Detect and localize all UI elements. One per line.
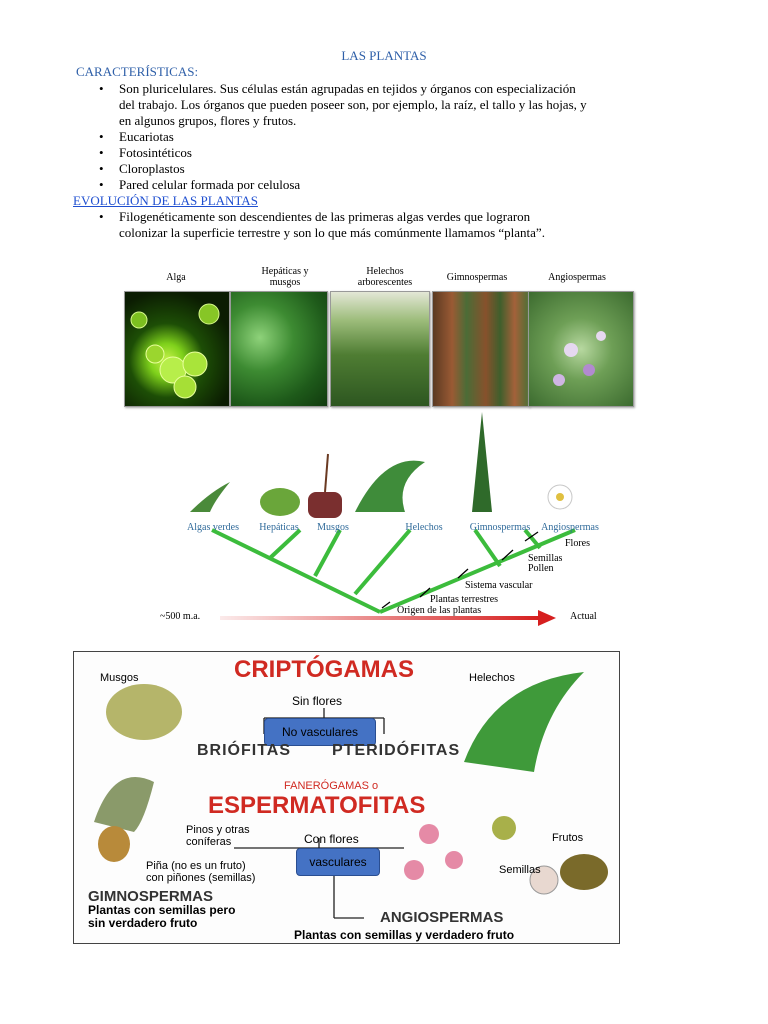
alga-photo	[124, 291, 230, 407]
angiospermas-description: Plantas con semillas y verdadero fruto	[294, 928, 515, 942]
event-label: Origen de las plantas	[397, 605, 482, 616]
vasculares-box: vasculares	[296, 848, 380, 876]
flor-icon	[445, 851, 463, 869]
event-label: Sistema vascular	[465, 580, 533, 591]
frutos-label: Frutos	[552, 832, 584, 844]
gimnospermas-description: Plantas con semillas pero sin verdadero fruto	[88, 903, 236, 930]
fanerogamas-label: FANERÓGAMAS o	[284, 780, 379, 792]
evolution-list	[74, 209, 694, 241]
gimnosperma-photo	[432, 291, 530, 407]
angiospermas-label: ANGIOSPERMAS	[380, 909, 504, 926]
pina-icon	[98, 826, 130, 862]
helechos-icon	[355, 461, 425, 512]
list-item: • Son pluricelulares. Sus células están agrupadas en tejidos y órganos con especialización del trabajo. Los órganos que pueden poseer son, por ejemplo, la raíz, el tallo y las hojas, y en algunos grupos, flores y frutos.	[74, 81, 694, 129]
column-label-angiospermas: Angiospermas	[548, 272, 606, 283]
event-label: Plantas terrestres	[430, 594, 499, 605]
tree-label: Hepáticas	[259, 522, 299, 533]
list-item: • Cloroplastos	[74, 161, 694, 177]
list-item: • Filogenéticamente son descendientes de las primeras algas verdes que lograron colonizar la superficie terrestre y son lo que más comúnmente llamamos “planta”.	[74, 209, 694, 241]
criptogamas-title: CRIPTÓGAMAS	[234, 656, 414, 683]
musgo-icon	[106, 684, 182, 740]
column-label-hepaticas: Hepáticas y musgos	[261, 266, 309, 288]
musgo-photo	[230, 291, 328, 407]
alga-cells-icon	[125, 292, 229, 406]
column-label-helechos: Helechos arborescentes	[357, 266, 413, 288]
timeline-end-label: Actual	[570, 611, 597, 622]
plant-classification-figure	[73, 651, 620, 944]
espermatofitas-title: ESPERMATOFITAS	[208, 792, 426, 819]
list-item: • Pared celular formada por celulosa	[74, 177, 694, 193]
gimnospermas-label: GIMNOSPERMAS	[88, 888, 214, 905]
sin-flores-label: Sin flores	[292, 694, 343, 708]
phylogeny-tree	[120, 402, 640, 632]
pina-label: Piña (no es un fruto) con piñones (semillas)	[146, 860, 256, 884]
timeline-arrow-icon	[538, 610, 556, 626]
con-flores-label: Con flores	[304, 832, 359, 846]
tree-label: Gimnospermas	[469, 522, 531, 533]
list-item: • Eucariotas	[74, 129, 694, 145]
tree-label: Musgos	[317, 522, 349, 533]
helechos-label: Helechos	[469, 672, 515, 684]
semillas-label: Semillas	[499, 864, 541, 876]
gimnospermas-icon	[472, 412, 492, 512]
helecho-photo	[330, 291, 430, 407]
event-label: Flores	[565, 538, 590, 549]
tree-label: Algas verdes	[187, 522, 239, 533]
helecho-icon	[464, 672, 584, 772]
timeline-start-label: ~500 m.a.	[160, 611, 201, 622]
tree-label: Angiospermas	[541, 522, 599, 533]
briofitas-label: BRIÓFITAS	[197, 742, 292, 759]
musgos-label: Musgos	[100, 672, 139, 684]
page-title: LAS PLANTAS	[341, 48, 427, 63]
no-vasculares-box: No vasculares	[264, 718, 376, 746]
characteristics-heading: CARACTERÍSTICAS:	[76, 64, 199, 79]
angiosperma-photo	[528, 291, 634, 407]
column-label-alga: Alga	[166, 272, 186, 283]
flower-icon	[529, 292, 633, 406]
list-item: • Fotosintéticos	[74, 145, 694, 161]
pino-icon	[94, 777, 154, 832]
characteristics-list	[74, 81, 694, 193]
algas-verdes-icon	[190, 482, 230, 512]
flor-icon	[419, 824, 439, 844]
fruto-icon	[492, 816, 516, 840]
angiospermas-icon	[548, 485, 572, 509]
event-label: Semillas Pollen	[528, 553, 563, 574]
fruto-icon	[560, 854, 608, 890]
timeline-bar	[220, 616, 540, 620]
musgos-icon	[308, 454, 342, 518]
hepaticas-icon	[260, 488, 300, 516]
evolution-link[interactable]: EVOLUCIÓN DE LAS PLANTAS	[73, 193, 258, 208]
tree-label: Helechos	[405, 522, 443, 533]
pinos-label: Pinos y otras coníferas	[186, 824, 250, 848]
flor-icon	[404, 860, 424, 880]
plant-evolution-figure	[120, 262, 640, 632]
pteridofitas-label: PTERIDÓFITAS	[332, 742, 461, 759]
column-label-gimnospermas: Gimnospermas	[446, 272, 508, 283]
